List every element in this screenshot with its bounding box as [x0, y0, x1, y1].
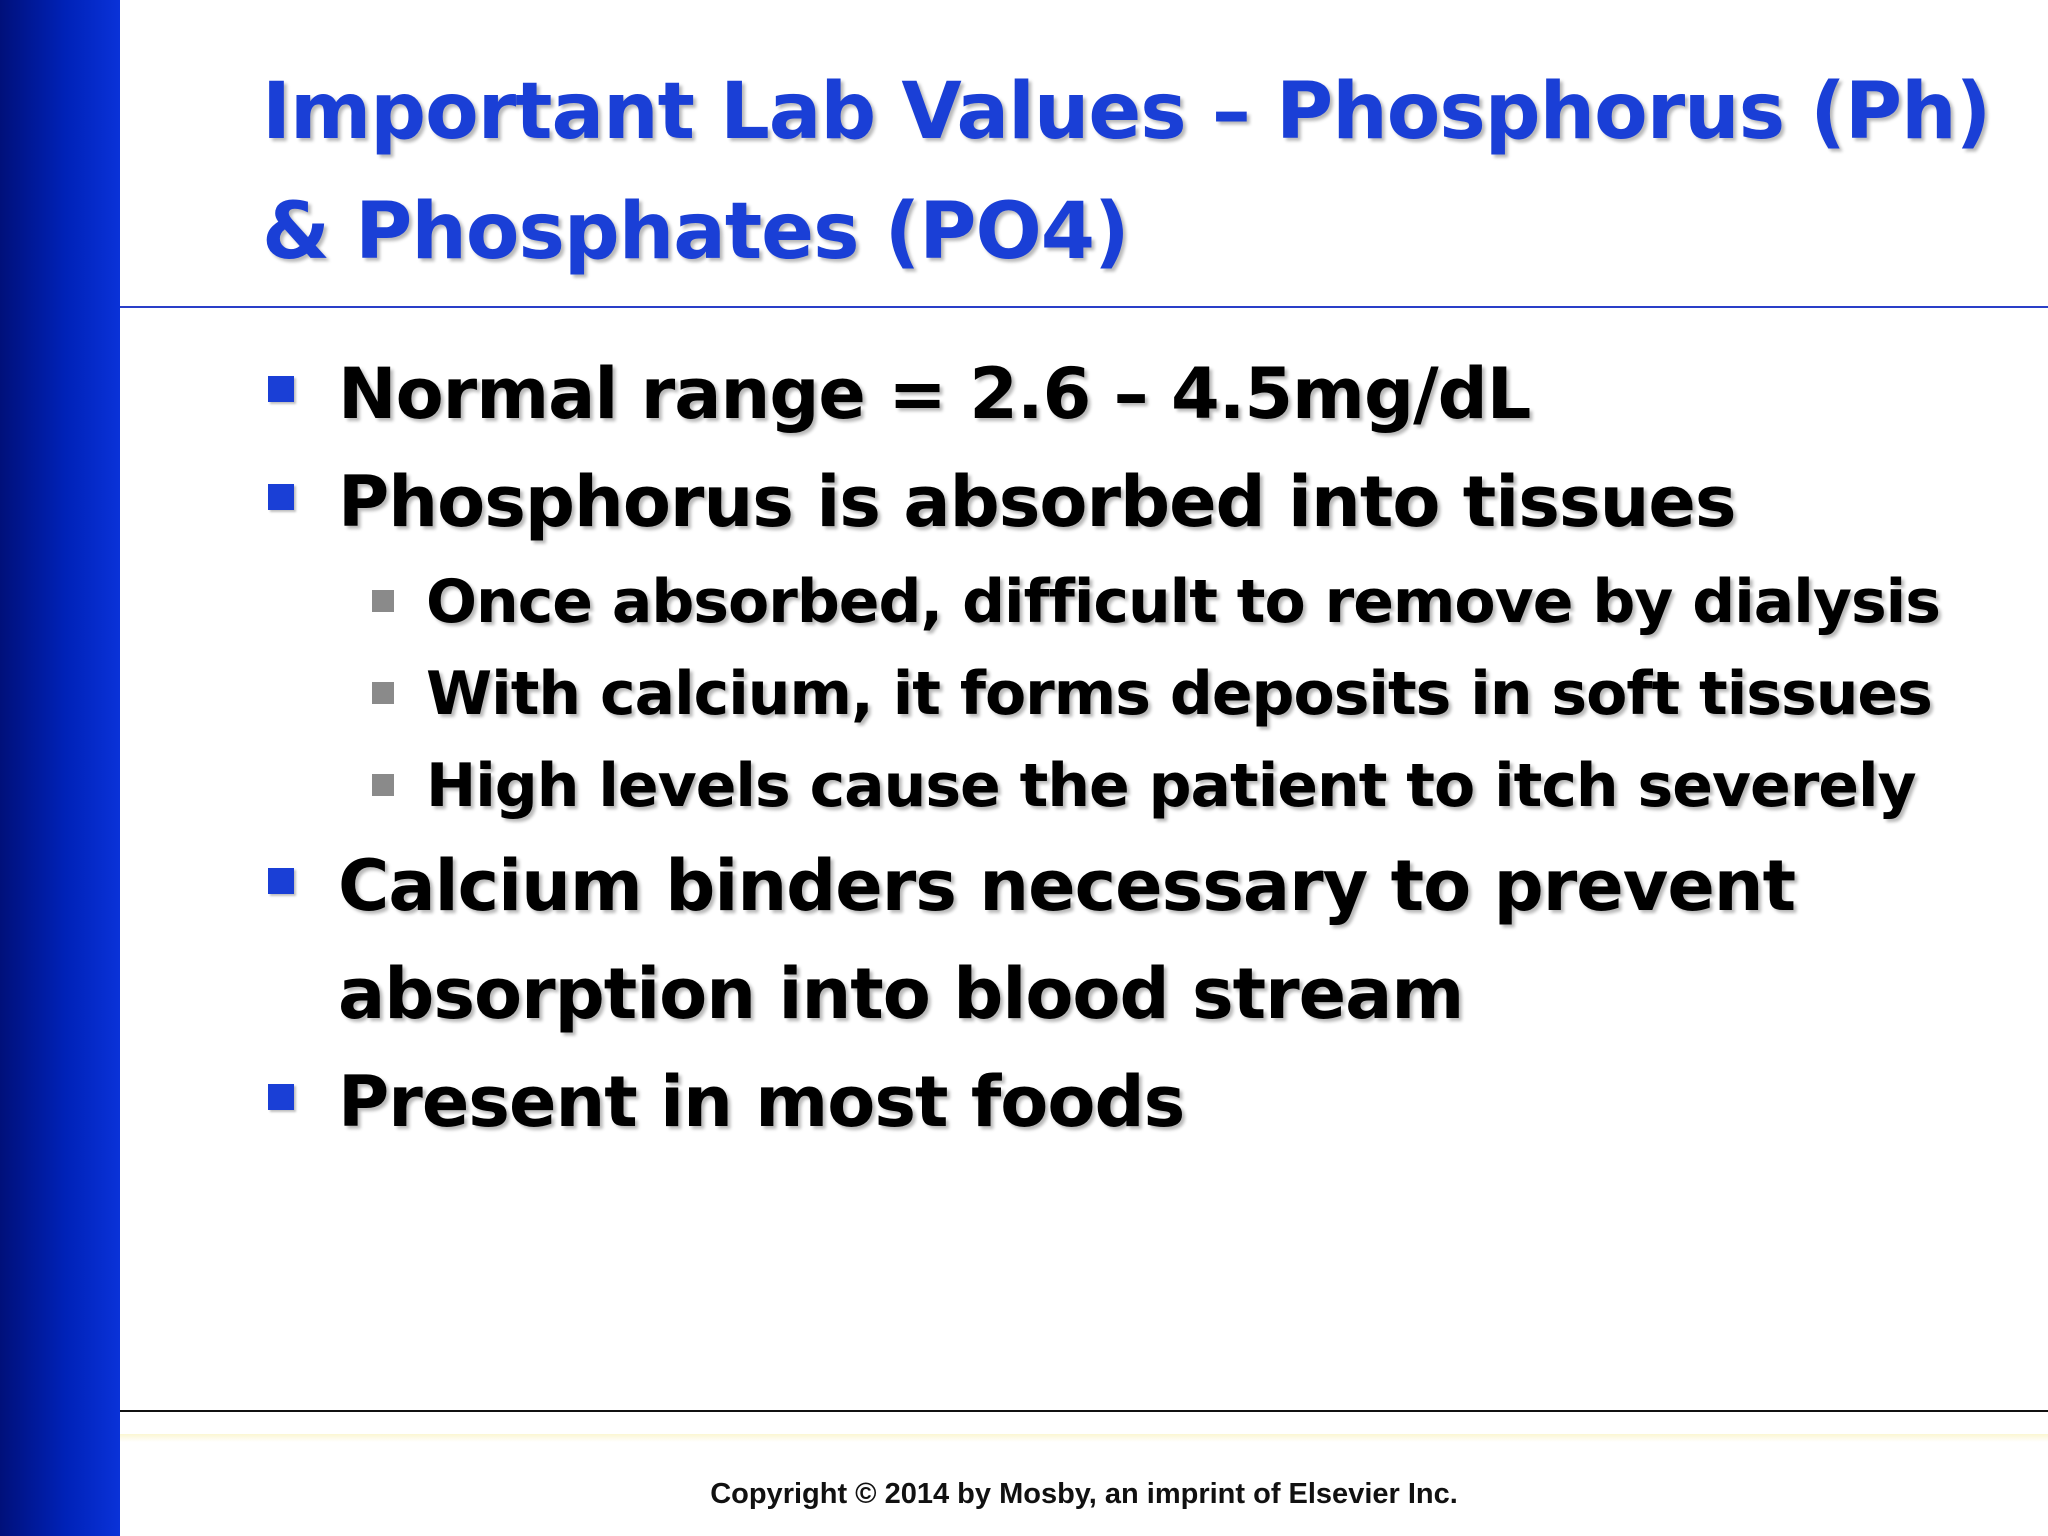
bullet-text: Normal range = 2.6 – 4.5mg/dL — [338, 353, 1531, 435]
side-band — [0, 0, 120, 1536]
sub-bullet-text: Once absorbed, difficult to remove by dialysis — [426, 567, 1940, 637]
sub-bullet-text: High levels cause the patient to itch severely — [426, 751, 1916, 821]
bullet-text: Present in most foods — [338, 1061, 1185, 1143]
bullet-item — [262, 340, 2022, 448]
bullet-text: Calcium binders necessary to prevent absorption into blood stream — [338, 845, 1796, 1035]
bullet-item — [262, 1048, 2022, 1156]
square-sub-bullet-icon — [372, 774, 394, 796]
square-bullet-icon — [268, 484, 294, 510]
square-bullet-icon — [268, 376, 294, 402]
square-bullet-icon — [268, 868, 294, 894]
footer-divider — [120, 1410, 2048, 1412]
bullet-item — [262, 832, 2022, 1048]
square-sub-bullet-icon — [372, 682, 394, 704]
bullet-text: Phosphorus is absorbed into tissues — [338, 461, 1736, 543]
sub-bullet-item — [368, 740, 2022, 832]
sub-bullet-text: With calcium, it forms deposits in soft tissues — [426, 659, 1932, 729]
slide-title: Important Lab Values – Phosphorus (Ph) & Phosphates (PO4) — [262, 67, 1991, 277]
square-bullet-icon — [268, 1084, 294, 1110]
sub-bullet-item — [368, 648, 2022, 740]
title-divider — [120, 306, 2048, 308]
bullet-item — [262, 448, 2022, 556]
bullet-list — [262, 340, 2022, 1156]
sub-bullet-item — [368, 556, 2022, 648]
copyright-notice: Copyright © 2014 by Mosby, an imprint of Elsevier Inc. — [710, 1478, 1458, 1510]
footer-band — [120, 1434, 2048, 1442]
square-sub-bullet-icon — [372, 590, 394, 612]
